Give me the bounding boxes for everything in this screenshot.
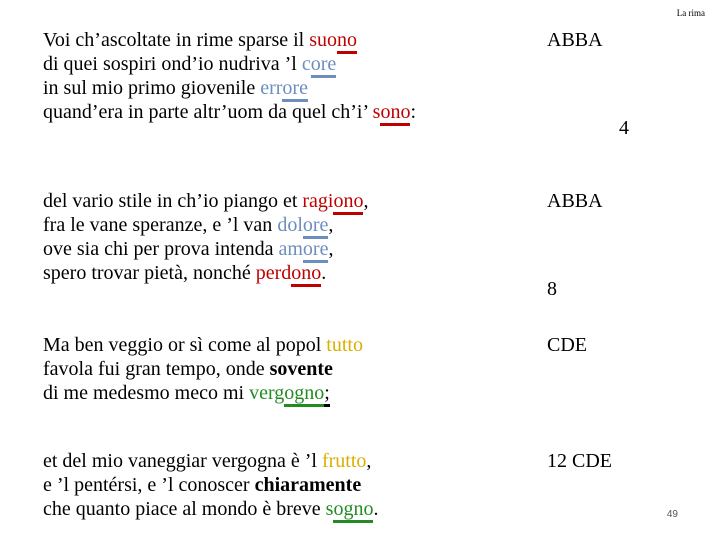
rhyme-word: sono [373, 101, 411, 126]
verse-line: Ma ben veggio or sì come al popol tutto [43, 334, 363, 356]
rhyme-scheme-note: 12 CDE [547, 450, 612, 472]
verse-line: di me medesmo meco mi vergogno; [43, 381, 363, 405]
verse-line: Voi ch’ascoltate in rime sparse il suono [43, 28, 416, 52]
rhyme-word: dolore [277, 214, 328, 239]
verse-line: di quei sospiri ond’io nudriva ’l core [43, 52, 416, 76]
page-number: 49 [666, 509, 678, 520]
verse-line: del vario stile in ch’io piango et ragiono, [43, 189, 368, 213]
verse-line: fra le vane speranze, e ’l van dolore, [43, 213, 368, 237]
rhyme-word: perdono [256, 262, 322, 287]
stanza-1 [43, 28, 416, 124]
rhyme-word: chiaramente [254, 474, 362, 496]
rhyme-word: sogno [326, 498, 374, 523]
rhyme-word: frutto [321, 450, 367, 472]
rhyme-ending: ono [333, 190, 363, 215]
rhyme-ending: ore [303, 238, 329, 263]
rhyme-ending: ono [380, 101, 410, 126]
rhyme-ending: ogno [284, 382, 324, 407]
verse-line: favola fui gran tempo, onde sovente [43, 358, 333, 380]
verse-line: e ’l pentérsi, e ’l conoscer chiaramente [43, 474, 362, 496]
rhyme-scheme-note: CDE [547, 334, 587, 356]
rhyme-word: suono [309, 29, 357, 54]
verse-line: et del mio vaneggiar vergogna è ’l frutto, [43, 450, 372, 472]
rhyme-word: core [302, 53, 336, 78]
rhyme-ending: ore [303, 214, 329, 239]
verse-line: che quanto piace al mondo è breve sogno. [43, 497, 378, 521]
verse-line: ove sia chi per prova intenda amore, [43, 237, 368, 261]
rhyme-scheme-note: ABBA [547, 190, 603, 212]
rhyme-word: ragiono [302, 190, 363, 215]
stanza-2 [43, 189, 368, 285]
verse-line: spero trovar pietà, nonché perdono. [43, 261, 368, 285]
line-count-note: 4 [619, 117, 629, 139]
line-count-note: 8 [547, 278, 557, 300]
verse-line: quand’era in parte altr’uom da quel ch’i’ sono: [43, 100, 416, 124]
stanza-4 [43, 449, 378, 521]
rhyme-word: sovente [269, 358, 333, 380]
rhyme-word: amore [278, 238, 328, 263]
stanza-3 [43, 333, 363, 405]
rhyme-word: errore [260, 77, 308, 102]
rhyme-scheme-note: ABBA [547, 29, 603, 51]
rhyme-ending: ogno [333, 498, 373, 523]
slide-header: La rima [676, 8, 705, 18]
rhyme-ending: ono [291, 262, 321, 287]
verse-line: in sul mio primo giovenile errore [43, 76, 416, 100]
rhyme-word: tutto [326, 334, 363, 356]
rhyme-ending: ore [282, 77, 308, 102]
rhyme-ending: ore [311, 53, 337, 78]
rhyme-ending: no [337, 29, 357, 54]
rhyme-word: vergogno [249, 382, 324, 407]
